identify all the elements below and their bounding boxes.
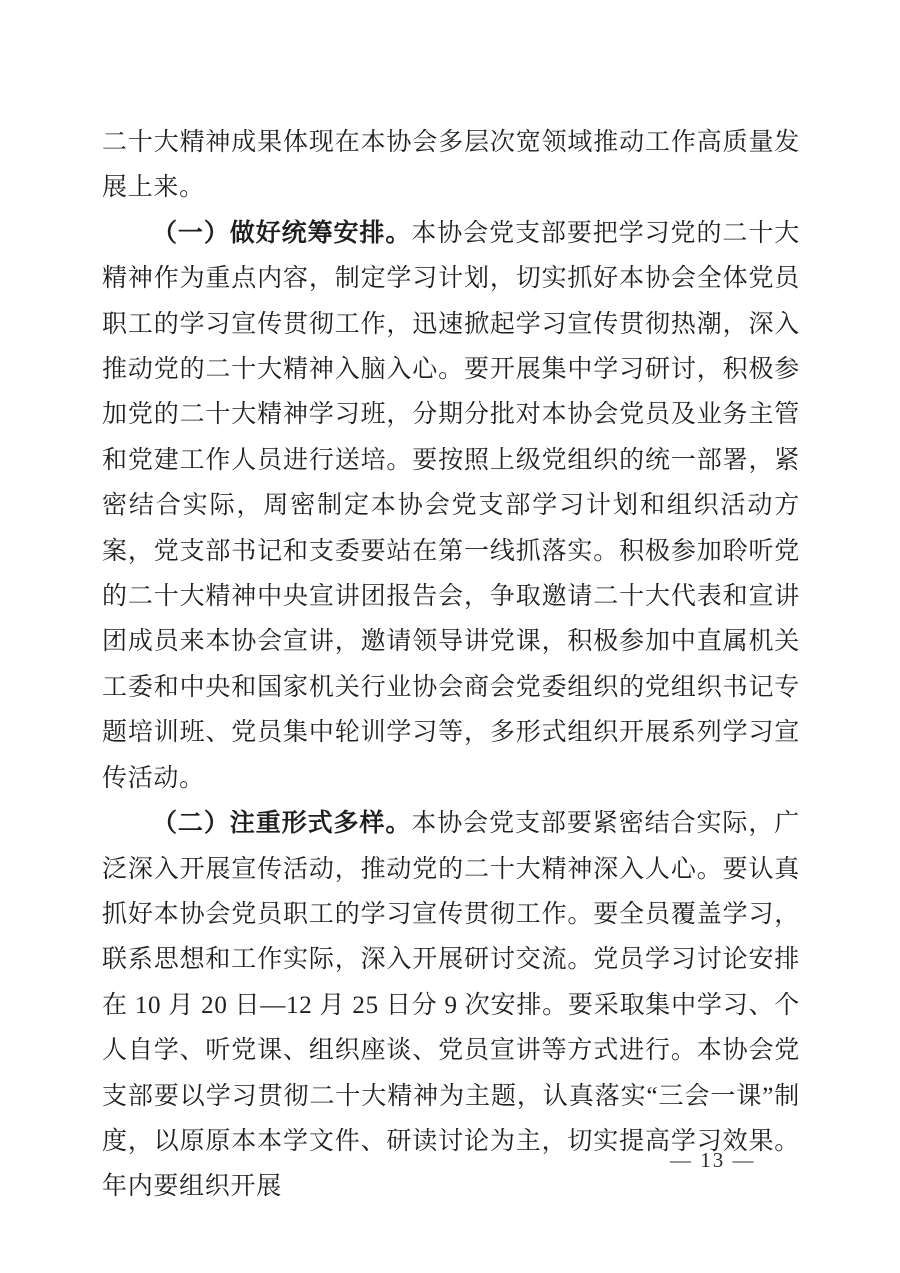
paragraph-2 [102,211,800,801]
section-heading: （二）注重形式多样。 [152,810,412,838]
body-text: 二十大精神成果体现在本协会多层次宽领域推动工作高质量发展上来。 [102,129,800,202]
page-number: — 13 — [670,1148,756,1172]
body-text: 本协会党支部要紧密结合实际，广泛深入开展宣传活动，推动党的二十大精神深入人心。要认真抓好本协会党员职工的学习宣传贯彻工作。要全员覆盖学习，联系思想和工作实际，深入开展研讨交流。党员学习讨论安排在 10 月 20 日—12 月 25 日分 9 次安排。要采取集中学习、个人自学、听党课、组织座谈、党员宣讲等方式进行。本协会党支部要以学习贯彻二十大精神为主题，认真落实“三会一课”制度，以原原本本学文件、研读讨论为主，切实提高学习效果。年内要组织开展 [102,810,800,1201]
body-text: 本协会党支部要把学习党的二十大精神作为重点内容，制定学习计划，切实抓好本协会全体党员职工的学习宣传贯彻工作，迅速掀起学习宣传贯彻热潮，深入推动党的二十大精神入脑入心。要开展集中学习研讨，积极参加党的二十大精神学习班，分期分批对本协会党员及业务主管和党建工作人员进行送培。要按照上级党组织的统一部署，紧密结合实际，周密制定本协会党支部学习计划和组织活动方案，党支部书记和支委要站在第一线抓落实。积极参加聆听党的二十大精神中央宣讲团报告会，争取邀请二十大代表和宣讲团成员来本协会宣讲，邀请领导讲党课，积极参加中直属机关工委和中央和国家机关行业协会商会党委组织的党组织书记专题培训班、党员集中轮训学习等，多形式组织开展系列学习宣传活动。 [102,219,800,792]
section-heading: （一）做好统筹安排。 [152,219,412,247]
document-body [102,120,800,1210]
paragraph-1 [102,120,800,211]
